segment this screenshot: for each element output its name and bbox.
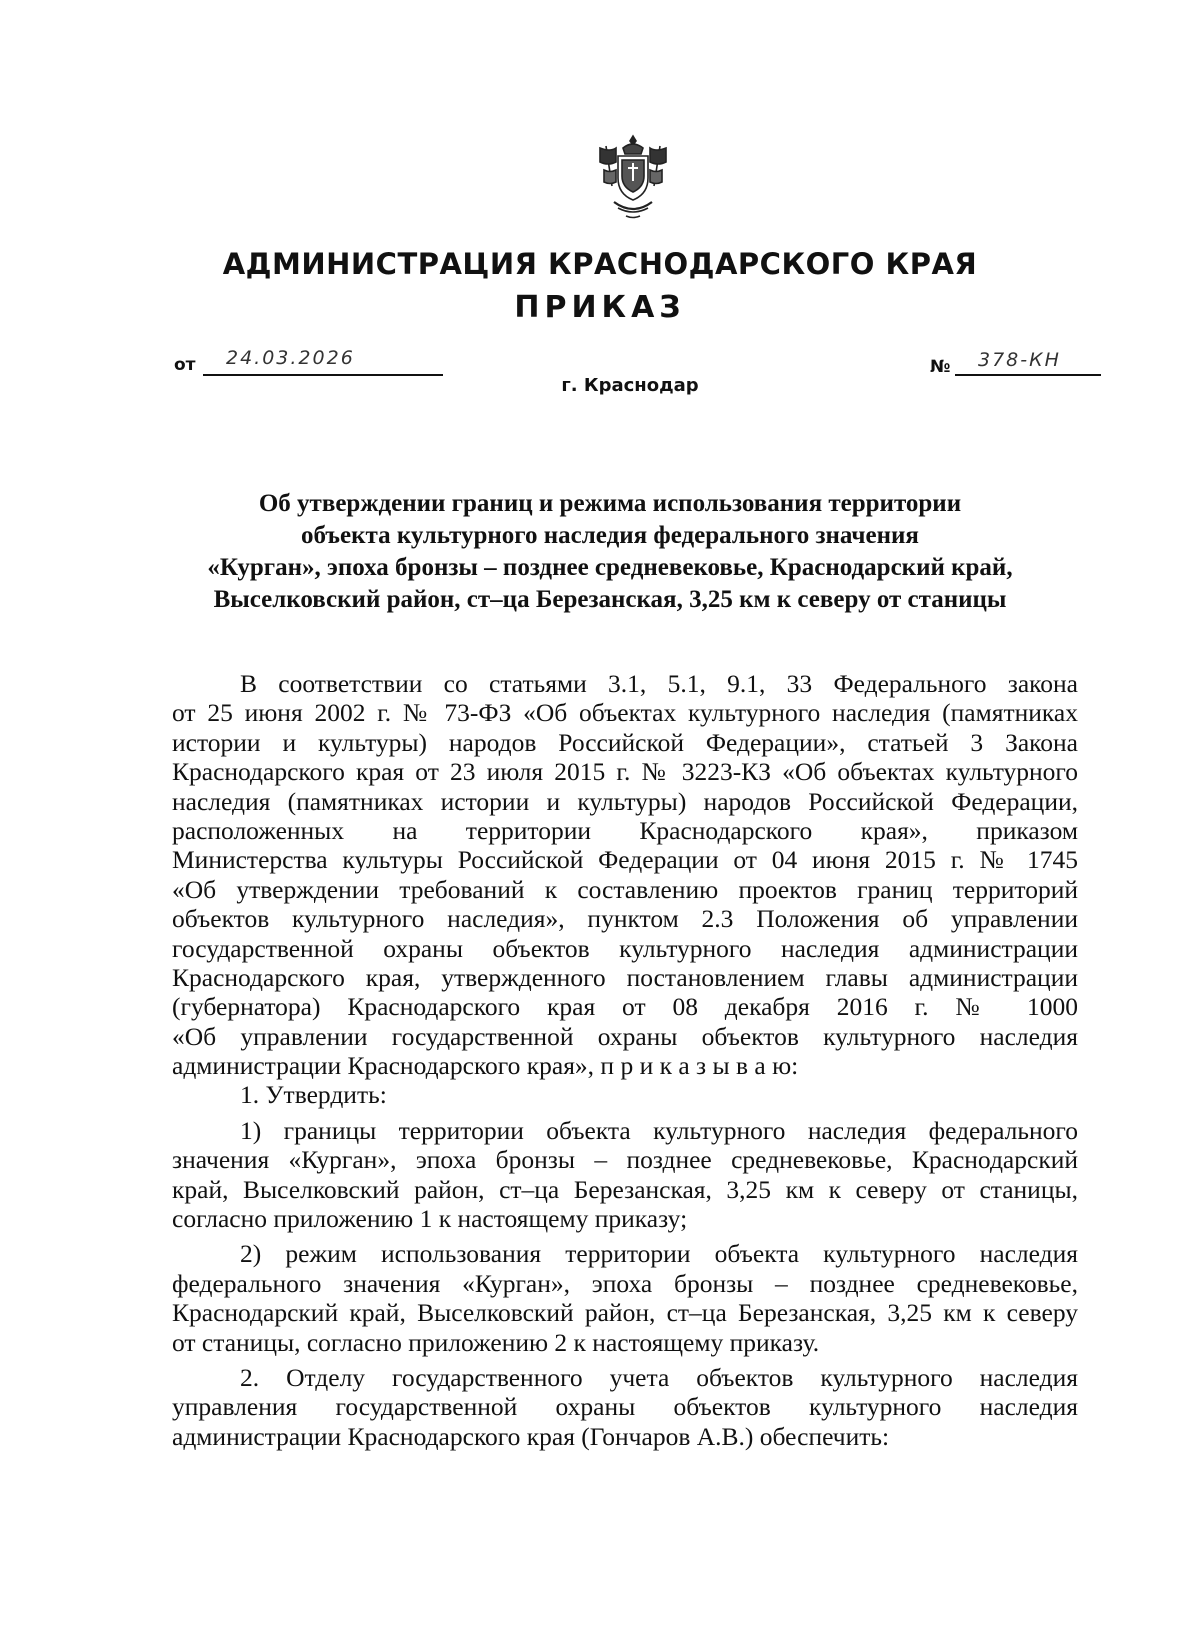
number-label: № (930, 357, 951, 377)
body-line: расположенных на территории Краснодарского края», приказом (172, 815, 1078, 845)
body-line: от станицы, согласно приложению 2 к настоящему приказу. (172, 1327, 820, 1357)
body-line: значения «Курган», эпоха бронзы – позднее средневековье, Краснодарский (172, 1145, 1078, 1175)
handwritten-number: 378-КН (978, 349, 1061, 371)
body-line: истории и культуры) народов Российской Федерации», статьей 3 Закона (172, 727, 1078, 757)
body-line: «Об управлении государственной охраны объектов культурного наследия (172, 1021, 1078, 1051)
item-1: 1. Утвердить: (240, 1080, 387, 1110)
body-line: Краснодарского края, утвержденного постановлением главы администрации (172, 962, 1078, 992)
body-line: «Об утверждении требований к составлению проектов границ территорий (172, 874, 1078, 904)
body-line: Краснодарского края от 23 июля 2015 г. № 3223-КЗ «Об объектах культурного (172, 757, 1078, 787)
city-label: г. Краснодар (561, 375, 699, 396)
document-type: ПРИКАЗ (514, 290, 686, 325)
body-line: Министерства культуры Российской Федерации от 04 июня 2015 г. № 1745 (172, 845, 1078, 875)
handwritten-date: 24.03.2026 (226, 347, 355, 369)
coat-of-arms-emblem (596, 132, 670, 220)
title-line: объекта культурного наследия федерального значения (301, 522, 919, 549)
body-line: государственной охраны объектов культурного наследия администрации (172, 933, 1078, 963)
title-line: «Курган», эпоха бронзы – позднее средневековье, Краснодарский край, (207, 554, 1013, 581)
body-line: В соответствии со статьями 3.1, 5.1, 9.1, 33 Федерального закона (240, 669, 1078, 698)
body-line: объектов культурного наследия», пунктом 2.3 Положения об управлении (172, 904, 1078, 934)
body-line: федерального значения «Курган», эпоха бронзы – позднее средневековье, (172, 1268, 1078, 1298)
organization-name: АДМИНИСТРАЦИЯ КРАСНОДАРСКОГО КРАЯ (222, 247, 978, 281)
body-line: администрации Краснодарского края (Гончаров А.В.) обеспечить: (172, 1421, 890, 1451)
body-line: администрации Краснодарского края», п р и к а з ы в а ю: (172, 1051, 799, 1081)
document-title (150, 488, 1070, 616)
body-line: от 25 июня 2002 г. № 73-ФЗ «Об объектах культурного наследия (памятниках (172, 698, 1078, 728)
body-line: (губернатора) Краснодарского края от 08 декабря 2016 г. № 1000 (172, 992, 1078, 1022)
body-line: наследия (памятниках истории и культуры) народов Российской Федерации, (172, 786, 1078, 816)
body-line: 2) режим использования территории объекта культурного наследия (240, 1239, 1078, 1269)
body-line: Краснодарский край, Выселковский район, ст–ца Березанская, 3,25 км к северу (172, 1298, 1078, 1328)
body-line: согласно приложению 1 к настоящему приказу; (172, 1204, 688, 1234)
document-body (172, 669, 1078, 1451)
body-line: управления государственной охраны объектов культурного наследия (172, 1392, 1078, 1422)
body-line: 1) границы территории объекта культурного наследия федерального (240, 1115, 1078, 1145)
body-line: край, Выселковский район, ст–ца Березанская, 3,25 км к северу от станицы, (172, 1174, 1078, 1204)
date-label: от (174, 355, 196, 375)
title-line: Об утверждении границ и режима использования территории (258, 490, 962, 517)
body-line: 2. Отделу государственного учета объектов культурного наследия (240, 1362, 1078, 1392)
title-line: Выселковский район, ст–ца Березанская, 3,25 км к северу от станицы (213, 586, 1007, 613)
